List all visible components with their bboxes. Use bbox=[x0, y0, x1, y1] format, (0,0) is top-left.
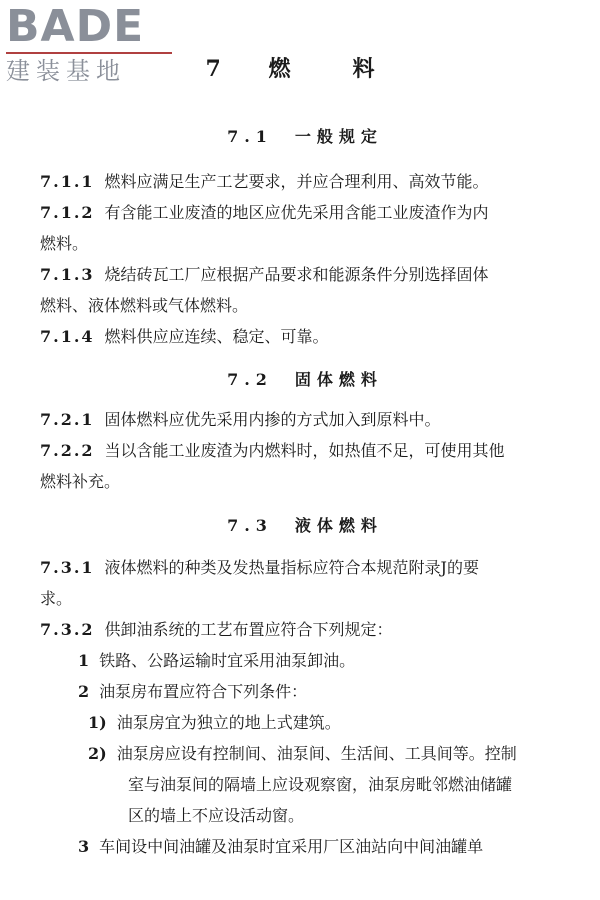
section-7-1-body bbox=[40, 166, 570, 352]
chapter-title bbox=[0, 52, 600, 83]
subitem-2: 2) 油泵房应设有控制间、油泵间、生活间、工具间等。控制 bbox=[88, 744, 517, 763]
item-1: 1 铁路、公路运输时宜采用油泵卸油。 bbox=[78, 651, 356, 670]
clause-7-1-3-cont: 燃料、液体燃料或气体燃料。 bbox=[40, 296, 249, 315]
section-7-3-body bbox=[40, 552, 570, 862]
section-title-7-1: 7.1 一般规定 bbox=[227, 127, 383, 146]
clause-7-3-1: 7.3.1 液体燃料的种类及发热量指标应符合本规范附录J的要 bbox=[40, 558, 479, 577]
logo-wordmark: BADE bbox=[6, 1, 145, 52]
subitem-1: 1) 油泵房宜为独立的地上式建筑。 bbox=[88, 713, 341, 732]
item-3: 3 车间设中间油罐及油泵时宜采用厂区油站向中间油罐单 bbox=[78, 837, 484, 856]
clause-7-1-4: 7.1.4 燃料供应应连续、稳定、可靠。 bbox=[40, 327, 329, 346]
subitem-2-cont-1: 室与油泵间的隔墙上应设观察窗，油泵房毗邻燃油储罐 bbox=[128, 775, 513, 794]
clause-7-1-2-cont: 燃料。 bbox=[40, 234, 89, 253]
clause-7-2-2-cont: 燃料补充。 bbox=[40, 472, 121, 491]
clause-7-1-1: 7.1.1 燃料应满足生产工艺要求，并应合理利用、高效节能。 bbox=[40, 172, 489, 191]
clause-7-2-2: 7.2.2 当以含能工业废渣为内燃料时，如热值不足，可使用其他 bbox=[40, 441, 505, 460]
clause-7-1-3: 7.1.3 烧结砖瓦工厂应根据产品要求和能源条件分别选择固体 bbox=[40, 265, 489, 284]
section-title-7-3: 7.3 液体燃料 bbox=[227, 516, 383, 535]
chapter-name: 燃 料 bbox=[268, 56, 395, 82]
chapter-number: 7 bbox=[205, 56, 241, 82]
clause-7-2-1: 7.2.1 固体燃料应优先采用内掺的方式加入到原料中。 bbox=[40, 410, 441, 429]
section-title-7-2: 7.2 固体燃料 bbox=[227, 370, 383, 389]
clause-7-1-2: 7.1.2 有含能工业废渣的地区应优先采用含能工业废渣作为内 bbox=[40, 203, 489, 222]
logo-subtitle: 建装基地 bbox=[6, 57, 126, 85]
item-2: 2 油泵房布置应符合下列条件： bbox=[78, 682, 308, 701]
section-7-2-body bbox=[40, 404, 570, 497]
clause-7-3-1-cont: 求。 bbox=[40, 589, 73, 608]
subitem-2-cont-2: 区的墙上不应设活动窗。 bbox=[128, 806, 305, 825]
clause-7-3-2: 7.3.2 供卸油系统的工艺布置应符合下列规定： bbox=[40, 620, 393, 639]
